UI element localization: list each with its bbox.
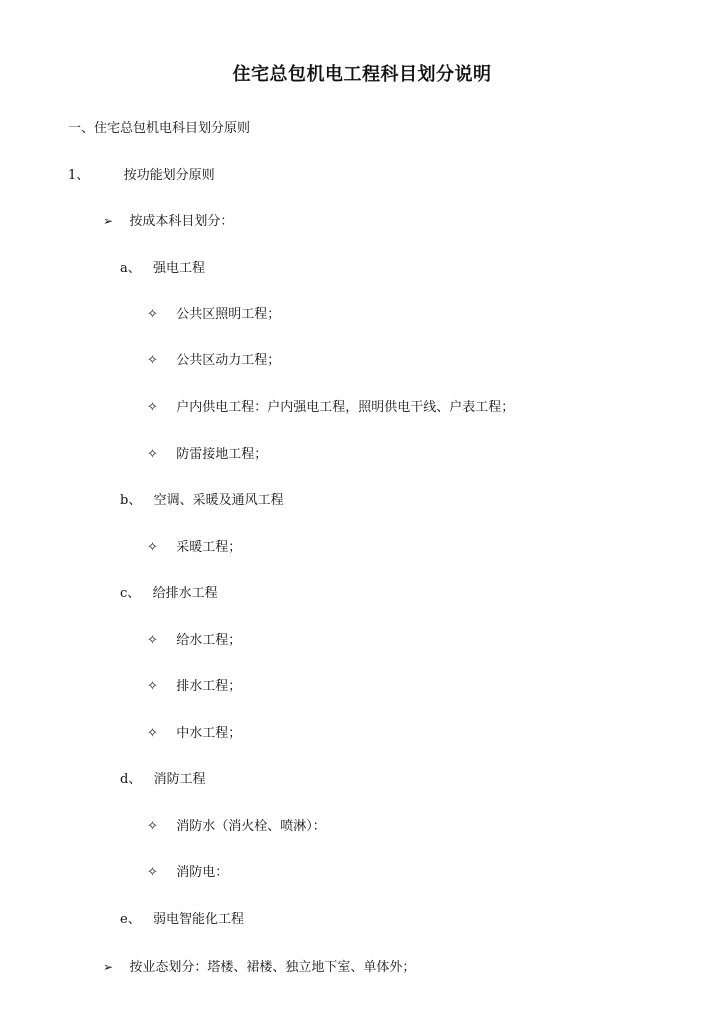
group-a-item	[147, 399, 514, 417]
item-1-number: 1、	[68, 168, 90, 183]
bullet-by-cost	[103, 212, 233, 231]
group-c-item-text: 中水工程；	[176, 726, 242, 741]
group-c-item-text: 给水工程；	[176, 633, 242, 648]
group-a-item	[147, 306, 280, 324]
group-d-item	[147, 864, 228, 882]
group-c-title: 给排水工程	[152, 586, 218, 601]
diamond-bullet-icon: ✧	[147, 865, 158, 880]
group-a-item	[147, 446, 267, 464]
diamond-bullet-icon: ✧	[147, 679, 158, 694]
group-c-heading	[120, 585, 218, 603]
group-b-item-text: 采暖工程；	[176, 540, 242, 555]
item-1-text: 按功能划分原则	[123, 168, 215, 183]
bullet-by-format	[103, 958, 415, 977]
diamond-bullet-icon: ✧	[147, 307, 158, 322]
diamond-bullet-icon: ✧	[147, 726, 158, 741]
diamond-bullet-icon: ✧	[147, 447, 158, 462]
diamond-bullet-icon: ✧	[147, 400, 158, 415]
diamond-bullet-icon: ✧	[147, 633, 158, 648]
group-a-title: 强电工程	[153, 261, 206, 276]
group-e-letter: e、	[120, 912, 141, 927]
group-c-item	[147, 678, 241, 696]
group-a-item-text: 公共区照明工程；	[176, 307, 281, 322]
diamond-bullet-icon: ✧	[147, 353, 158, 368]
group-a-item	[147, 352, 280, 370]
group-d-letter: d、	[120, 772, 142, 787]
group-b-heading	[120, 492, 284, 510]
group-c-item	[147, 632, 241, 650]
section-heading: 一、住宅总包机电科目划分原则	[68, 121, 251, 136]
group-a-item-text: 防雷接地工程；	[176, 447, 268, 462]
group-b-title: 空调、采暖及通风工程	[153, 493, 284, 508]
arrow-bullet-icon: ➢	[103, 960, 114, 974]
group-d-item-text: 消防电：	[176, 865, 229, 880]
group-a-item-text: 户内供电工程：户内强电工程，照明供电干线、户表工程；	[176, 400, 515, 415]
diamond-bullet-icon: ✧	[147, 819, 158, 834]
group-a-heading	[120, 260, 205, 278]
group-a-item-text: 公共区动力工程；	[176, 353, 281, 368]
item-1	[68, 167, 215, 185]
group-b-letter: b、	[120, 493, 142, 508]
document-title: 住宅总包机电工程科目划分说明	[232, 64, 492, 85]
arrow-bullet-icon: ➢	[103, 214, 114, 228]
by-format-text: 按业态划分：塔楼、裙楼、独立地下室、单体外；	[129, 960, 416, 975]
group-d-title: 消防工程	[153, 772, 206, 787]
group-e-heading	[120, 911, 244, 929]
group-d-heading	[120, 771, 206, 789]
group-c-item	[147, 725, 241, 743]
diamond-bullet-icon: ✧	[147, 540, 158, 555]
group-d-item	[147, 818, 326, 836]
group-c-item-text: 排水工程；	[176, 679, 242, 694]
by-cost-text: 按成本科目划分：	[129, 214, 234, 229]
group-d-item-text: 消防水（消火栓、喷淋）：	[176, 819, 326, 834]
group-a-letter: a、	[120, 261, 141, 276]
group-c-letter: c、	[120, 586, 141, 601]
group-e-title: 弱电智能化工程	[152, 912, 244, 927]
group-b-item	[147, 539, 241, 557]
